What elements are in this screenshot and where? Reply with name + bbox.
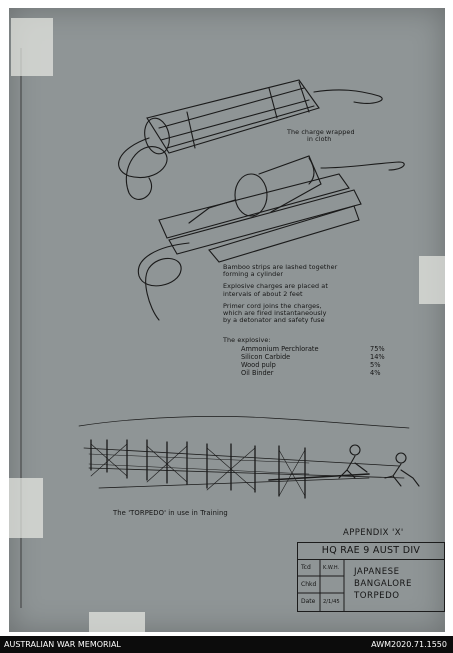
tape-right	[419, 256, 445, 304]
explosive-name: Wood pulp	[241, 361, 276, 369]
explosive-name: Ammonium Perchlorate	[241, 345, 319, 353]
footer-source: AUSTRALIAN WAR MEMORIAL	[4, 640, 121, 649]
appendix-label: APPENDIX 'X'	[343, 528, 404, 538]
caption-charge-wrapped: The charge wrapped in cloth	[287, 128, 355, 144]
title-block-header: HQ RAE 9 AUST DIV	[298, 543, 444, 560]
explosive-pct: 75%	[370, 345, 385, 353]
explosive-name: Oil Binder	[241, 369, 274, 377]
tape-left	[9, 478, 43, 538]
drawing-title: JAPANESE BANGALORE TORPEDO	[354, 567, 412, 601]
explosive-heading: The explosive:	[223, 336, 271, 344]
tcd-value: K.W.H.	[323, 565, 340, 571]
explosive-name: Silicon Carbide	[241, 353, 291, 361]
footer-bar	[0, 636, 453, 653]
date-label: Date	[301, 598, 316, 605]
chkd-label: Chkd	[301, 581, 317, 588]
drawing-sheet	[9, 8, 445, 632]
notes-block: Bamboo strips are lashed together forming a cylinder Explosive charges are placed at intervals of about 2 feet Primer cord joins the charges, which are fired instantaneously by a detonator and safety fuse	[223, 263, 338, 325]
explosive-pct: 4%	[370, 369, 381, 377]
training-caption: The 'TORPEDO' in use in Training	[113, 509, 228, 517]
title-block	[297, 542, 445, 612]
tape-top-left	[11, 18, 53, 76]
explosive-pct: 14%	[370, 353, 385, 361]
explosive-pct: 5%	[370, 361, 381, 369]
tcd-label: Tcd	[301, 564, 311, 571]
tape-bottom	[89, 612, 145, 632]
footer-accession: AWM2020.71.1550	[371, 640, 447, 649]
date-value: 2/1/45	[323, 599, 340, 605]
